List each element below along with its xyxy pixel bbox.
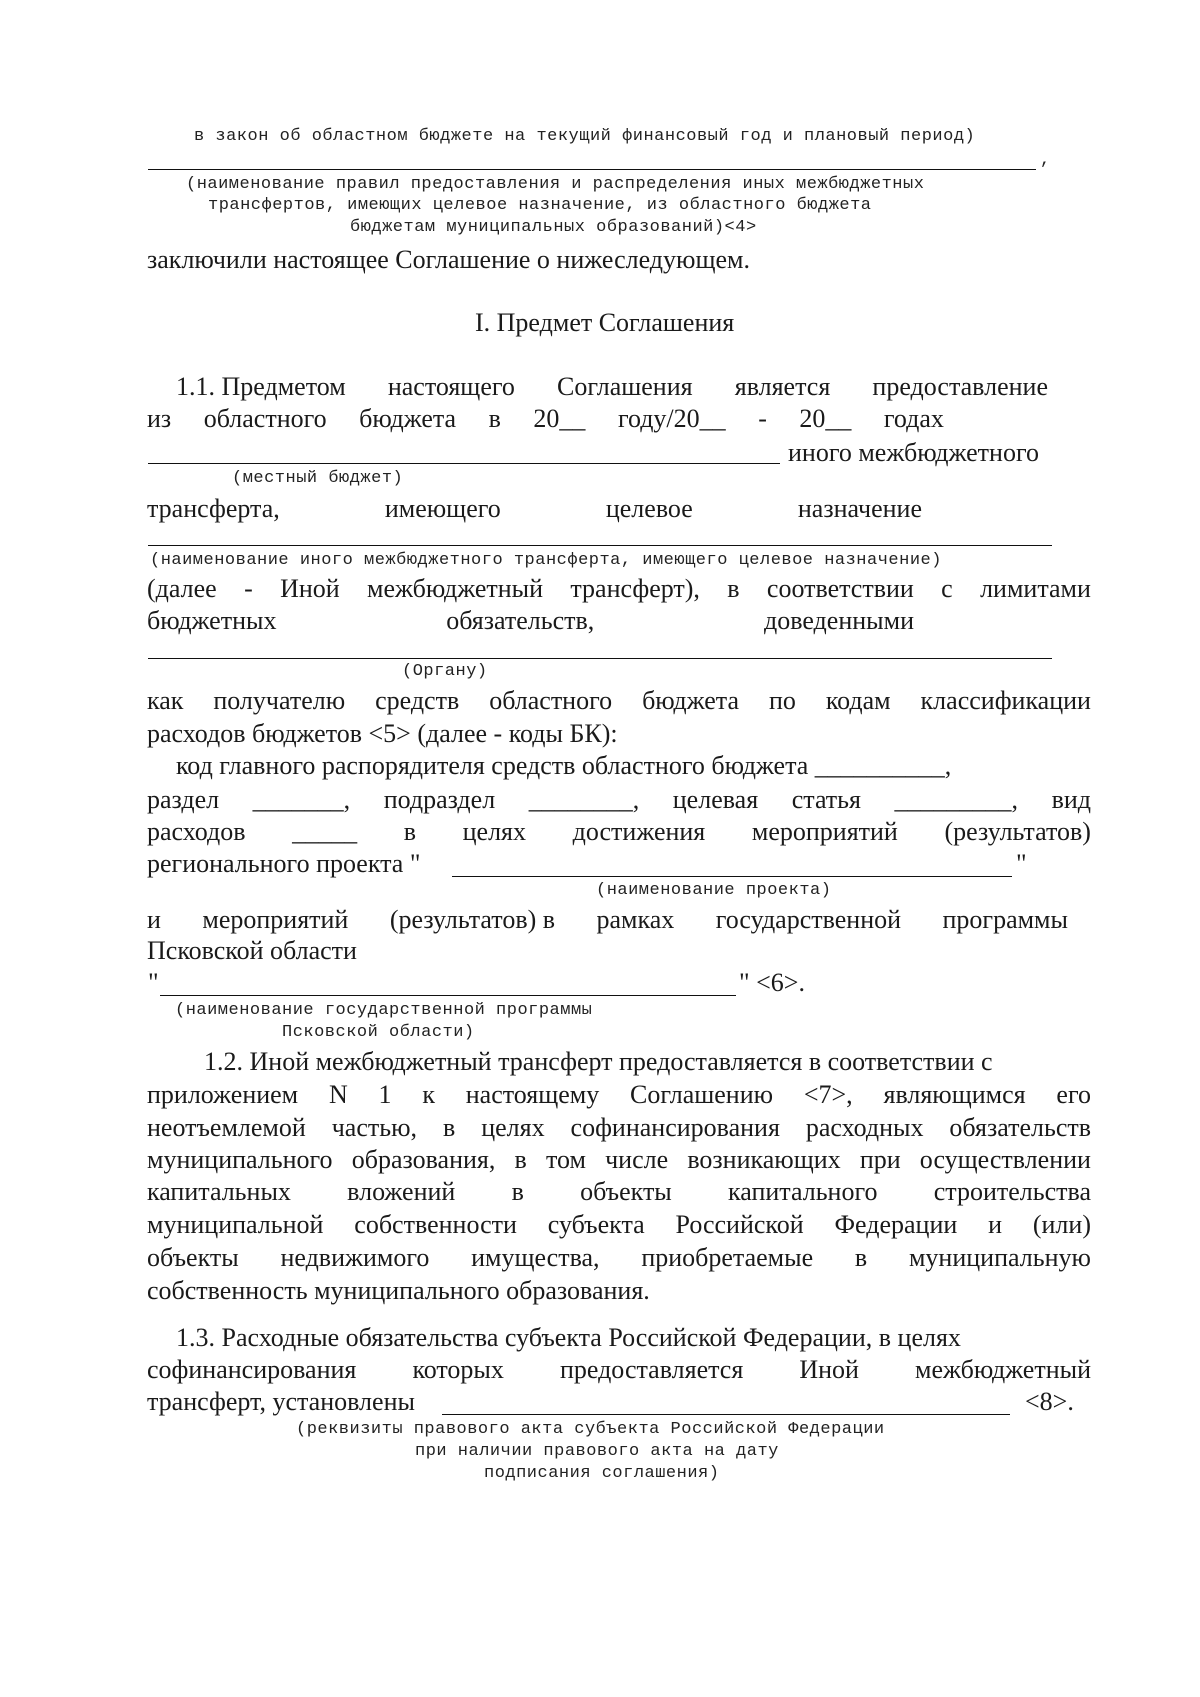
p11-line-6: бюджетных обязательств, доведенными [147,606,914,635]
p12-line-2: приложением N 1 к настоящему Соглашению <7>, являющимся его [147,1080,1091,1109]
p12-line-4: муниципального образования, в том числе возникающих при осуществлении [147,1145,1091,1174]
p11-line-12-tail: " [1016,849,1027,878]
p11-line-11: расходов _____ в целях достижения мероприятий (результатов) [147,817,1091,846]
p11-line-2: из областного бюджета в 20__ году/20__ - 20__ годах [147,404,944,433]
section-title: I. Предмет Соглашения [475,308,735,337]
p11-line-15-tail: " <6>. [739,968,805,997]
p13-line-2: софинансирования которых предоставляется Иной межбюджетный [147,1355,1091,1384]
p13-line-3-head: трансферт, установлены [147,1387,415,1416]
organ-underline [148,658,1052,659]
p13-line-3-tail: <8>. [1025,1387,1074,1416]
p12-line-5: капитальных вложений в объекты капитального строительства [147,1177,1091,1206]
p11-line-8: расходов бюджетов <5> (далее - коды БК): [147,719,618,748]
p11-line-5: (далее - Иной межбюджетный трансферт), в соответствии с лимитами [147,574,1091,603]
local-budget-caption: (местный бюджет) [232,469,404,488]
legal-act-underline [442,1414,1010,1415]
p12-line-8: собственность муниципального образования. [147,1276,650,1305]
p12-line-6: муниципальной собственности субъекта Российской Федерации и (или) [147,1210,1091,1239]
program-underline [160,995,736,996]
p11-line-1: 1.1. Предметом настоящего Соглашения является предоставление [176,372,1048,401]
program-caption-line-1: (наименование государственной программы [175,1001,593,1020]
rules-caption-line-3: бюджетам муниципальных образований)<4> [350,218,757,237]
rules-caption-line-1: (наименование правил предоставления и распределения иных межбюджетных [186,175,925,194]
program-caption-line-2: Псковской области) [282,1023,475,1042]
p11-line-15-head: " [148,968,159,997]
p11-line-13: и мероприятий (результатов) в рамках государственной программы [147,905,1068,934]
p11-line-7: как получателю средств областного бюджета по кодам классификации [147,686,1091,715]
rules-caption-line-2: трансфертов, имеющих целевое назначение, из областного бюджета [208,196,872,215]
rules-comma: , [1040,151,1051,170]
transfer-caption: (наименование иного межбюджетного трансферта, имеющего целевое назначение) [150,551,942,570]
top-continuation-line: в закон об областном бюджете на текущий финансовый год и плановый период) [194,127,976,146]
project-caption: (наименование проекта) [596,881,832,900]
p11-line-4: трансферта, имеющего целевое назначение [147,494,922,523]
p13-line-1: 1.3. Расходные обязательства субъекта Российской Федерации, в целях [176,1323,961,1352]
p12-line-3: неотъемлемой частью, в целях софинансирования расходных обязательств [147,1113,1091,1142]
organ-caption: (Органу) [402,662,488,681]
p11-line-9: код главного распорядителя средств областного бюджета __________, [176,751,952,780]
legal-act-caption-line-1: (реквизиты правового акта субъекта Российской Федерации [296,1420,885,1439]
p11-line-14: Псковской области [147,936,357,965]
p11-line-12-head: регионального проекта " [147,849,421,878]
local-budget-underline [148,463,780,464]
intro-text: заключили настоящее Соглашение о нижеследующем. [147,245,750,274]
transfer-underline [148,545,1052,546]
rules-underline [148,169,1036,170]
legal-act-caption-line-2: при наличии правового акта на дату [415,1442,779,1461]
p12-line-7: объекты недвижимого имущества, приобретаемые в муниципальную [147,1243,1091,1272]
p11-line-3-tail: иного межбюджетного [788,438,1039,467]
legal-act-caption-line-3: подписания соглашения) [484,1464,720,1483]
p11-line-10: раздел _______, подраздел ________, целевая статья _________, вид [147,785,1091,814]
project-underline [452,876,1012,877]
p12-line-1: 1.2. Иной межбюджетный трансферт предоставляется в соответствии с [204,1047,993,1076]
